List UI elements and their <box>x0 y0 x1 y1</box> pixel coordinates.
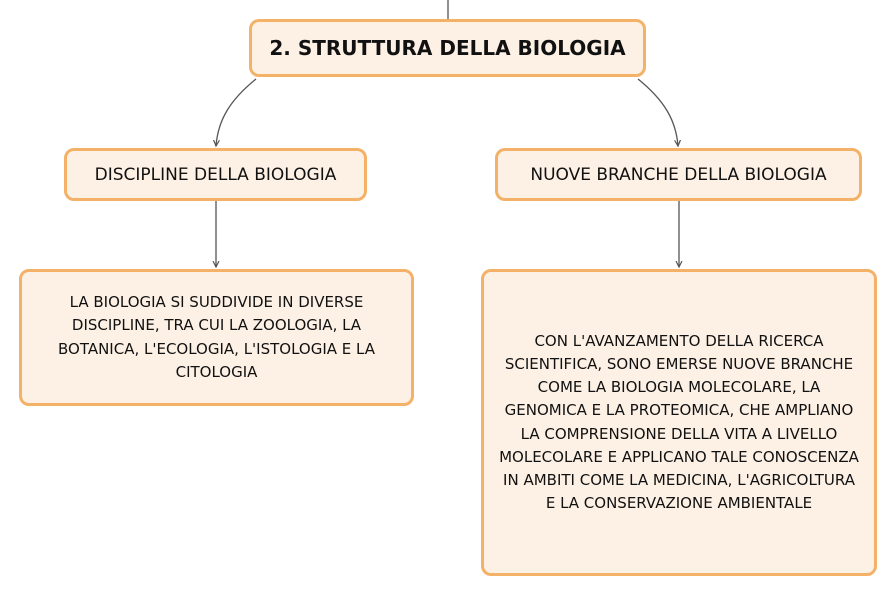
branch-node-label: DISCIPLINE DELLA BIOLOGIA <box>94 164 337 185</box>
detail-node-nuove-branche[interactable] <box>481 269 877 576</box>
branch-node-label: NUOVE BRANCHE DELLA BIOLOGIA <box>530 164 827 185</box>
detail-node-discipline[interactable] <box>19 269 414 406</box>
root-node-label: 2. STRUTTURA DELLA BIOLOGIA <box>269 36 626 60</box>
branch-node-discipline[interactable] <box>64 148 367 201</box>
root-node[interactable] <box>249 19 646 77</box>
detail-node-text: LA BIOLOGIA SI SUDDIVIDE IN DIVERSE DISCIPLINE, TRA CUI LA ZOOLOGIA, LA BOTANICA, L'ECOLOGIA, L'ISTOLOGIA E LA CITOLOGIA <box>57 293 376 381</box>
branch-node-nuove-branche[interactable] <box>495 148 862 201</box>
connector-root-to-right <box>638 79 678 146</box>
connector-root-to-left <box>216 79 256 146</box>
detail-node-text: CON L'AVANZAMENTO DELLA RICERCA SCIENTIFICA, SONO EMERSE NUOVE BRANCHE COME LA BIOLOGIA MOLECOLARE, LA GENOMICA E LA PROTEOMICA, CHE AMPLIANO LA COMPRENSIONE DELLA VITA A LIVELLO MOLECOLARE E APPLICANO TALE CONOSCENZA IN AMBITI COME LA MEDICINA, L'AGRICOLTURA E LA CONSERVAZIONE AMBIENTALE <box>499 331 859 513</box>
